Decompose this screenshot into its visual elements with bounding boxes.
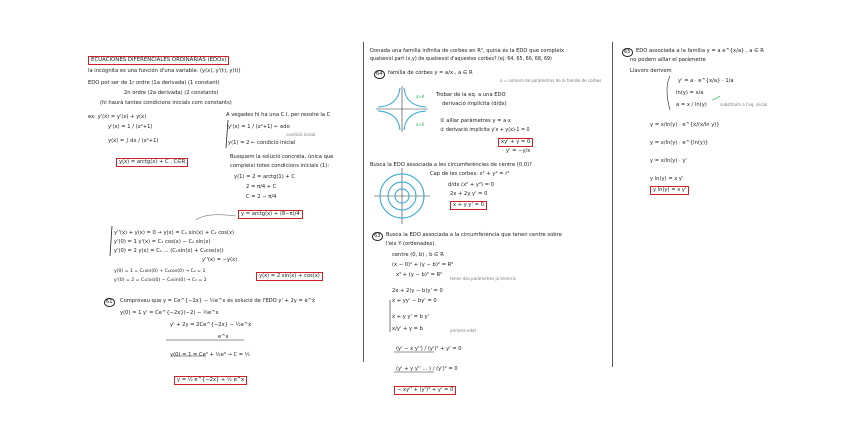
result-box: y = arctg(x) + (8−π)/4 (238, 210, 303, 219)
note-line: x + yy' − by' = 0 (392, 298, 437, 304)
note-line: ① aïllar paràmetres y = a·x (440, 118, 511, 124)
note-line: EDO pot ser de 1r ordre (1a derivada) (1 constant) (88, 80, 220, 86)
note-line: ln(y) = x/a (676, 90, 704, 96)
note-line: Donada una família infinita de corbes en R², quina és la EDO que compleix (370, 48, 565, 54)
note-line: Llavors derivem (630, 68, 672, 74)
note-line: y''(x) = −y(x) (202, 257, 238, 263)
note-line: x/y' + y = b (392, 326, 423, 332)
result-box: y(x) = arctg(x) + C , C∈R (116, 158, 188, 167)
note-line: y' = a · e^{x/a} · 1/a (678, 78, 734, 84)
note-line: y'(x) = 1 / (x²+1) (108, 124, 153, 130)
note-line: 2 = π/4 + C (246, 184, 277, 190)
note-line: y'(0) = 1 y'(x) = C₁ cos(x) − C₂ sin(x) (114, 239, 211, 245)
note-line: compleixi totes condicions inicials (1): (230, 163, 330, 169)
note-line: d/dx (x² + y²) = 0 (448, 182, 494, 188)
result-box: y(x) = 2 sin(x) + cos(x) (256, 272, 323, 281)
note-line: Busca la EDO associada a les circumferències de centre (0,0)? (370, 162, 532, 168)
note-line: l'eix Y (ordenades). (386, 241, 437, 247)
exercise-number: 63 (374, 233, 381, 239)
note-line: 2n ordre (2a derivada) (2 constants) (124, 90, 219, 96)
note-line: y(1) = 2 ← condició inicial (228, 140, 296, 146)
note-line: la incógnita es una función d'una variable. (y(x), y'(t), y(t)) (88, 68, 241, 74)
result-box: y = ½ e^{−2x} + ½ e^x (174, 376, 247, 385)
note-line: 2x + 2(y − b)y' = 0 (392, 288, 443, 294)
note-line: y = x/ln(y) · y' (650, 158, 687, 164)
hand-drawn-marks (620, 40, 760, 410)
side-note: primera edat (450, 328, 477, 333)
note-line: qualsevol part (x,y) de qualsevol d'aquestes corbes? (ej: 64, 65, 66, 68, 69) (370, 57, 552, 62)
note-line: y = x/ln(y) · e^{ln(y)} (650, 140, 709, 146)
result-box: x + y y' = 0 (450, 201, 487, 210)
note-line: y' = −y/x (506, 148, 531, 154)
note-line: (x − 0)² + (y − b)² = R² (392, 262, 454, 268)
note-line: (hi haurà tantes condicions inicials com constants) (100, 100, 232, 106)
circles-sketch (374, 168, 430, 224)
exercise-number: 65 (624, 49, 631, 55)
note-line: a = x / ln(y) (676, 102, 707, 108)
note-line: Busca la EDO associada a la circumferència que tenen centre sobre (386, 232, 562, 238)
curve-sketches (370, 40, 608, 410)
note-line: Trobar de la eq. a una EDO (436, 92, 506, 98)
note-line: C = 2 − π/4 (246, 194, 277, 200)
notes-column-1 (86, 40, 358, 410)
note-line: (y' − x y'') / (y')² + y' = 0 (396, 346, 462, 352)
notes-column-3 (620, 40, 768, 410)
side-note: tenen dos paràmetres ja tenim b (450, 276, 516, 281)
note-line: Busquem la solució concreta, única que (230, 154, 334, 160)
note-line: y ln(y) = x y' (650, 176, 684, 182)
side-note: condició inicial (286, 132, 316, 137)
note-line: derivació implícita (d/dx) (442, 101, 507, 107)
exercise-number: 64 (376, 71, 383, 77)
note-line: 2x + 2y y' = 0 (450, 191, 488, 197)
note-line: y'(0) = 2 y(x) = C₁ ... (C₁sin(x) + C₂cos(x)) (114, 248, 224, 254)
note-line: e^x (218, 334, 229, 340)
note-line: y''(x) + y(x) = 0 → y(x) = C₁ sin(x) + C₂ cos(x) (114, 230, 235, 236)
note-line: (y' + y y'' ... ) / (y')² = 0 (396, 366, 458, 372)
note-line: x² + (y − b)² = R² (396, 272, 443, 278)
svg-text:a>0: a>0 (416, 94, 425, 99)
note-line: ② derivació implícita y'x + y(x)·1 = 0 (440, 128, 530, 133)
side-note: substituïm a l'eq. inicial (720, 102, 768, 107)
svg-text:a<0: a<0 (416, 122, 425, 127)
note-line: y(x) = ∫ dx / (x²+1) (108, 138, 159, 144)
note-line: y = x/ln(y) · e^{x/(x/ln y)} (650, 122, 720, 128)
note-line: Comproveu que y = Ce^{−2x} − ½e^x és solució de l'EDO y' + 2y = e^x (120, 298, 316, 304)
hyperbola-sketch (376, 86, 428, 132)
result-box: y ln(y) = x y' (650, 186, 689, 195)
note-line: y(1) = 2 = arctg(1) + C (234, 174, 295, 180)
note-line: ex: y'(x) = y'(x) + y(x) (88, 114, 147, 120)
column-divider (612, 42, 613, 367)
note-line: y(0) = 1 = Ce⁰ + ½e⁰ → C = ½ (170, 352, 250, 358)
note-line: y(0) = 1 y' = Ce^{−2x}(−2) − ½e^x (120, 310, 219, 316)
result-box: xy' + y = 0 (498, 138, 533, 147)
side-note: a = número de paràmetres de la família de corbes (500, 78, 602, 83)
note-line: EDO associada a la família y = a e^{x/a} , a ∈ R (636, 48, 764, 54)
note-line: A vegades hi ha una C.I. per resolre la C (226, 112, 331, 118)
note-line: Cap de les corbes: x² + y² = r² (430, 171, 510, 177)
note-line: y'(x) = 1 / (x²+1) ← edo (228, 124, 290, 130)
result-box: − xy'' + (y')³ + y' = 0 (394, 386, 456, 395)
notes-column-2 (370, 40, 608, 410)
note-line: y' + 2y = 2Ce^{−2x} − ½e^x (170, 322, 252, 328)
note-line: y(0) = 1 = C₁sin(0) + C₂cos(0) → C₂ = 1 (114, 269, 206, 274)
note-line: x + y y' = b y' (392, 314, 430, 320)
column-divider (363, 42, 364, 362)
note-line: família de corbes y = a/x , a ∈ R (388, 70, 473, 76)
hand-drawn-marks (86, 40, 358, 410)
note-line: centre (0, b) , b ∈ R (392, 252, 444, 258)
note-line: y'(0) = 2 = C₁cos(0) − C₂sin(0) → C₁ = 2 (114, 278, 207, 283)
exercise-number: 61 (106, 299, 113, 305)
note-line: no podem aïllar el paràmetre (630, 57, 706, 63)
section-title: ECUACIONES DIFERENCIALES ORDINARIAS (EDOs) (88, 56, 229, 65)
